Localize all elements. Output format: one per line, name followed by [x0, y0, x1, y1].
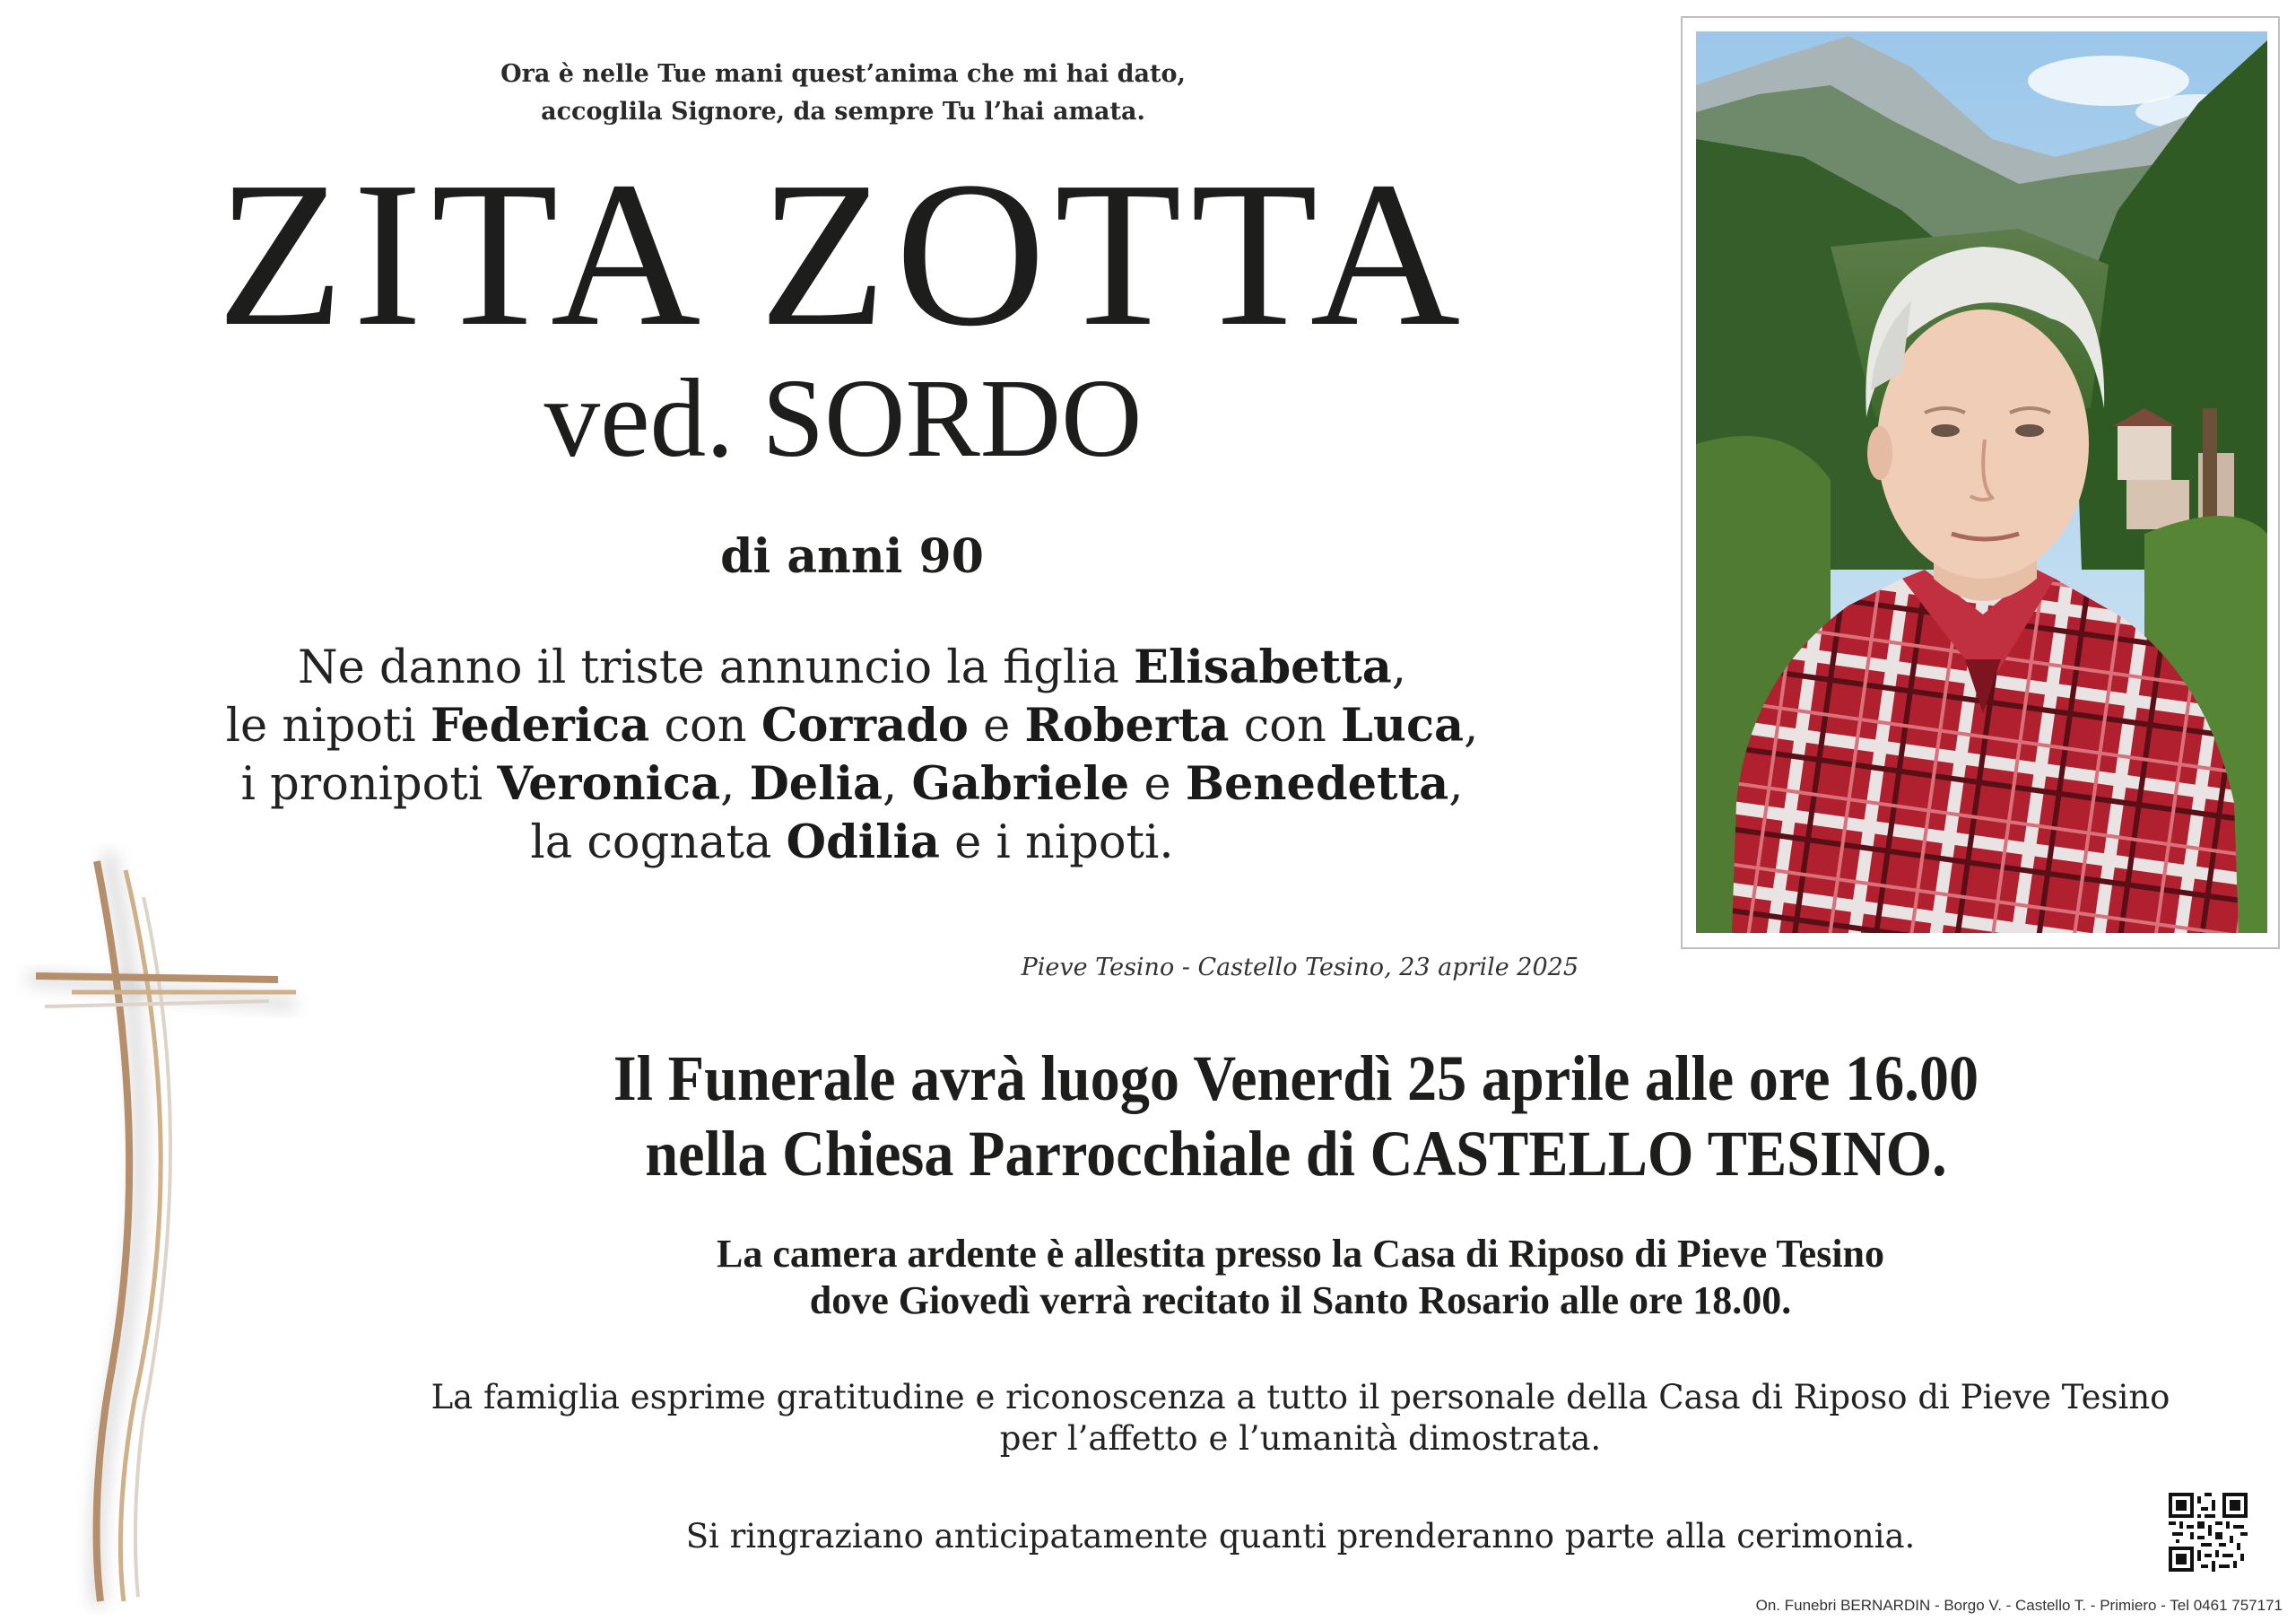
portrait-photo: [1696, 31, 2267, 933]
announcement-line-4: la cognata Odilia e i nipoti.: [530, 815, 1174, 869]
relative-name: Corrado: [761, 699, 969, 753]
funeral-home-footer: On. Funebri BERNARDIN - Borgo V. - Castello T. - Primiero - Tel 0461 757171: [1755, 1597, 2283, 1614]
thanks-staff-line-2: per l’affetto e l’umanità dimostrata.: [999, 1419, 1602, 1458]
deceased-name: ZITA ZOTTA: [216, 139, 1470, 370]
wake-info: [538, 1231, 2063, 1324]
wake-line-2: dove Giovedì verrà recitato il Santo Rosario alle ore 18.00.: [809, 1278, 1792, 1322]
relative-name: Roberta: [1024, 699, 1230, 753]
funeral-info: [533, 1041, 2059, 1191]
epigraph: [287, 56, 1399, 131]
cross-icon: [9, 843, 314, 1615]
thanks-staff: [341, 1377, 2260, 1460]
relative-name: Odilia: [786, 815, 940, 869]
relative-name: Federica: [430, 699, 650, 753]
relative-name: Gabriele: [911, 757, 1130, 811]
wake-line-1: La camera ardente è allestita presso la Casa di Riposo di Pieve Tesino: [716, 1232, 1885, 1276]
epigraph-line-2: accoglila Signore, da sempre Tu l’hai amata.: [541, 98, 1145, 126]
married-name: ved. SORDO: [544, 357, 1143, 481]
announcement-line-3: i pronipoti Veronica, Delia, Gabriele e Benedetta,: [240, 757, 1464, 811]
announcement-line-2: le nipoti Federica con Corrado e Roberta con Luca,: [225, 699, 1479, 753]
relative-name: Benedetta: [1185, 757, 1449, 811]
qr-code[interactable]: [2169, 1493, 2248, 1572]
announcement: [161, 639, 1543, 872]
thanks-all: Si ringraziano anticipatamente quanti prenderanno parte alla cerimonia.: [685, 1517, 1916, 1556]
relative-name: Delia: [749, 757, 883, 811]
relative-name: Veronica: [497, 757, 721, 811]
thanks-staff-line-1: La famiglia esprime gratitudine e riconoscenza a tutto il personale della Casa di Riposo di Pieve Tesino: [430, 1378, 2170, 1416]
epigraph-line-1: Ora è nelle Tue mani quest’anima che mi hai dato,: [500, 60, 1186, 88]
place-date: Pieve Tesino - Castello Tesino, 23 aprile 2025: [1021, 954, 1578, 981]
relative-name: Luca: [1341, 699, 1465, 753]
age: di anni 90: [720, 529, 984, 584]
funeral-line-1: Il Funerale avrà luogo Venerdì 25 aprile alle ore 16.00: [613, 1042, 1979, 1114]
relative-name: Elisabetta: [1134, 641, 1392, 694]
funeral-line-2: nella Chiesa Parrocchiale di CASTELLO TESINO.: [645, 1118, 1947, 1190]
announcement-line-1: Ne danno il triste annuncio la figlia Elisabetta,: [297, 641, 1407, 694]
